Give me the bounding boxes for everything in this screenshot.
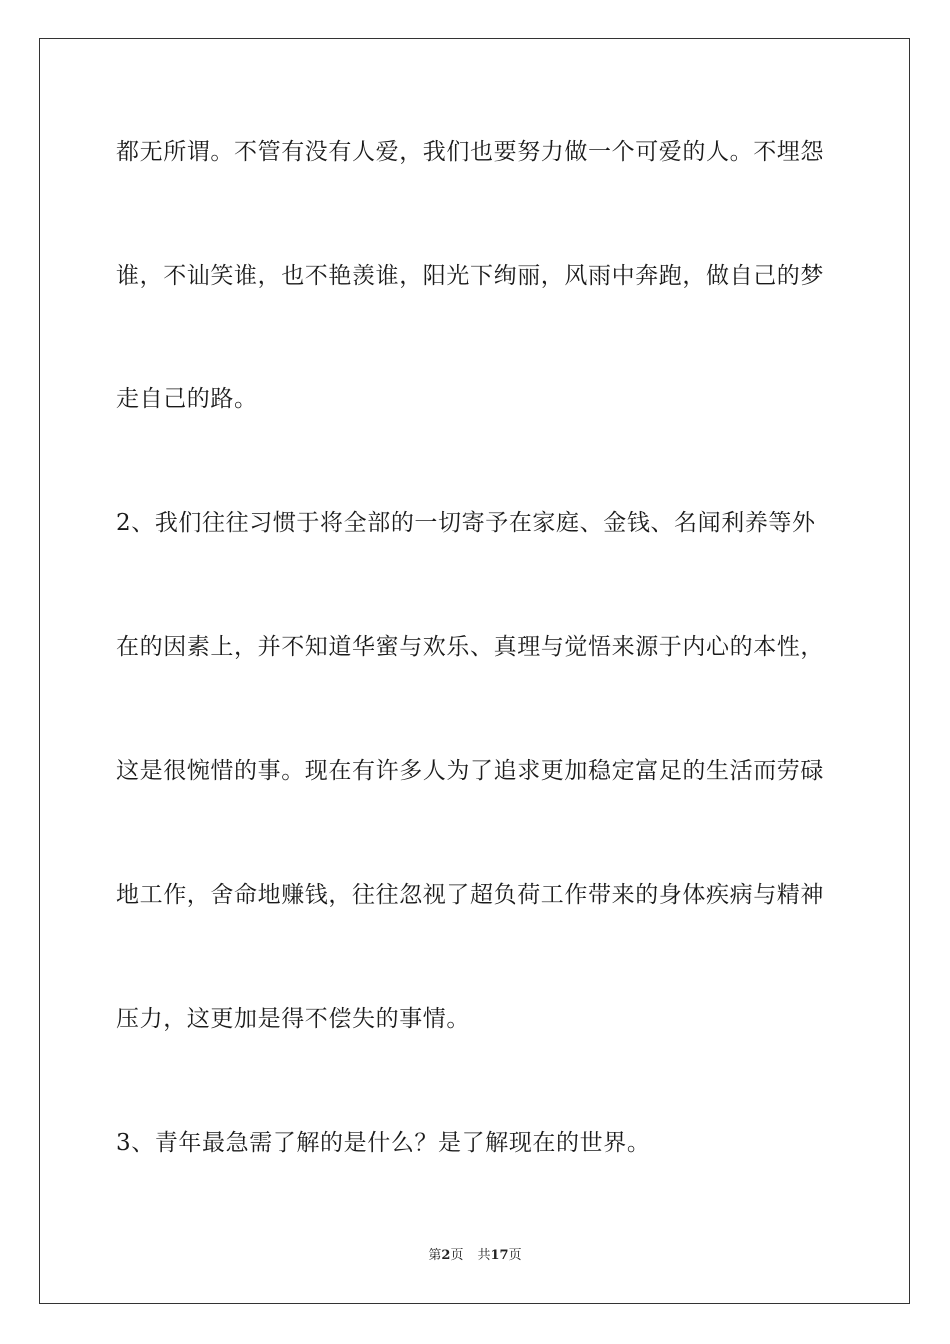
total-pages: 17	[490, 1248, 509, 1263]
body-line-4: 2、我们往往习惯于将全部的一切寄予在家庭、金钱、名闻利养等外	[116, 510, 816, 536]
body-line-5: 在的因素上，并不知道华蜜与欢乐、真理与觉悟来源于内心的本性，	[116, 634, 824, 660]
body-line-6: 这是很惋惜的事。现在有许多人为了追求更加稳定富足的生活而劳碌	[116, 758, 824, 784]
page-suffix: 页	[450, 1248, 464, 1263]
body-line-1: 都无所谓。不管有没有人爱，我们也要努力做一个可爱的人。不埋怨	[116, 139, 824, 165]
page-border	[39, 38, 910, 1304]
page-prefix: 第	[428, 1248, 442, 1263]
total-prefix: 共	[477, 1248, 491, 1263]
body-line-8: 压力，这更加是得不偿失的事情。	[116, 1006, 470, 1032]
body-line-2: 谁，不讪笑谁，也不艳羡谁，阳光下绚丽，风雨中奔跑，做自己的梦	[116, 263, 824, 289]
total-suffix: 页	[508, 1248, 522, 1263]
body-line-7: 地工作，舍命地赚钱，往往忽视了超负荷工作带来的身体疾病与精神	[116, 882, 824, 908]
body-line-3: 走自己的路。	[116, 386, 258, 412]
page-number: 2	[441, 1248, 451, 1263]
body-line-9: 3、青年最急需了解的是什么？是了解现在的世界。	[116, 1130, 651, 1156]
page-footer	[0, 1248, 950, 1264]
